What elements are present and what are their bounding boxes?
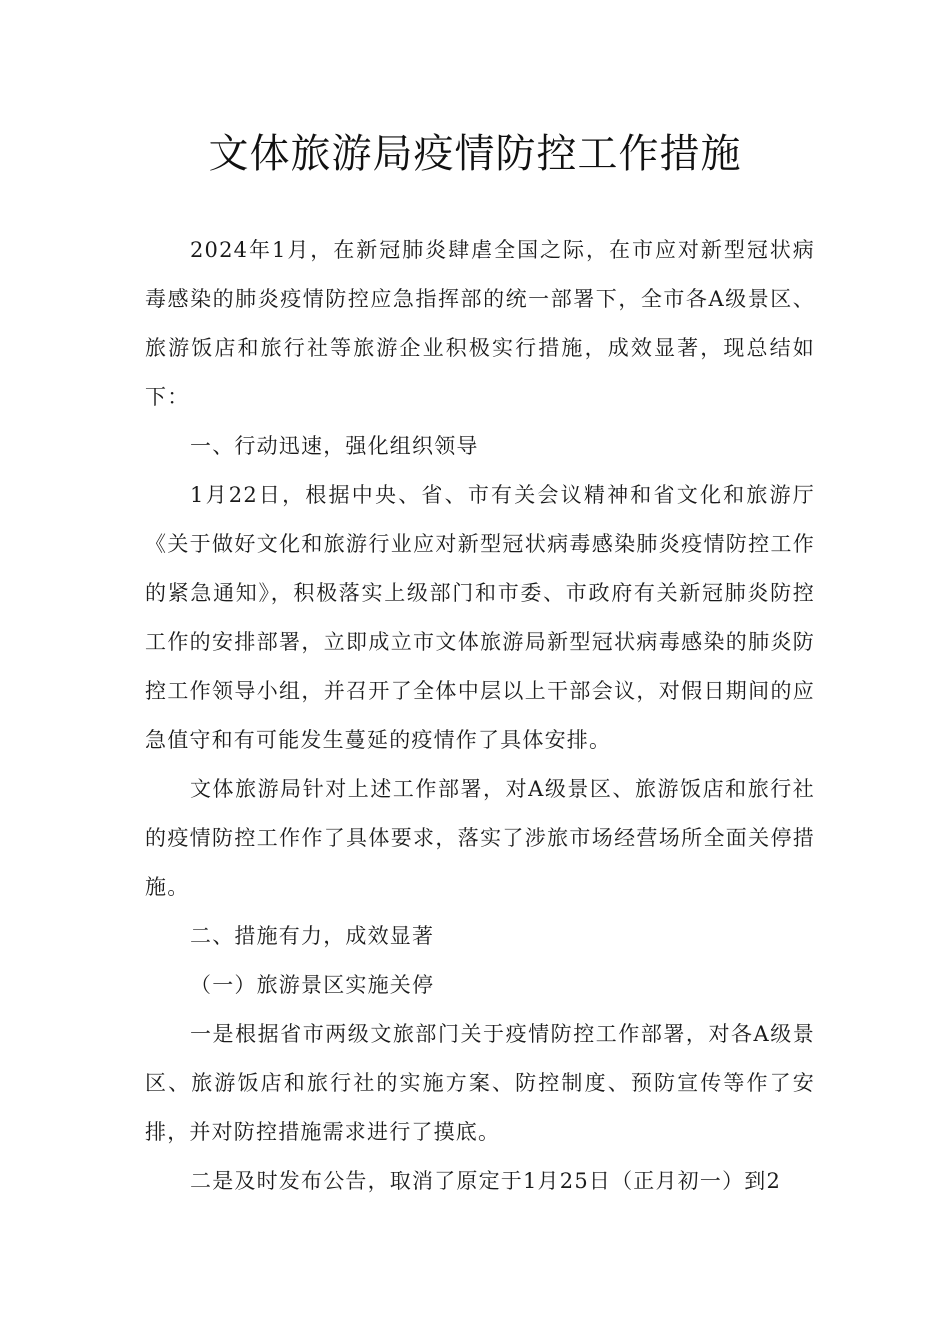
document-body bbox=[145, 226, 815, 1206]
section-heading-2: 二、措施有力，成效显著 bbox=[190, 924, 435, 948]
paragraph-item-2: 二是及时发布公告，取消了原定于1月25日（正月初一）到2 bbox=[190, 1169, 782, 1193]
paragraph-intro: 2024年1月，在新冠肺炎肆虐全国之际，在市应对新型冠状病毒感染的肺炎疫情防控应急指挥部的统一部署下，全市各A级景区、旅游饭店和旅行社等旅游企业积极实行措施，成效显著，现总结如下： bbox=[145, 238, 815, 409]
document-title: 文体旅游局疫情防控工作措施 bbox=[208, 131, 742, 177]
subsection-heading-1: （一）旅游景区实施关停 bbox=[190, 973, 435, 997]
paragraph-item-1: 一是根据省市两级文旅部门关于疫情防控工作部署，对各A级景区、旅游饭店和旅行社的实施方案、防控制度、预防宣传等作了安排，并对防控措施需求进行了摸底。 bbox=[145, 1022, 815, 1144]
section-heading-1: 一、行动迅速，强化组织领导 bbox=[190, 434, 479, 458]
paragraph-requirements: 文体旅游局针对上述工作部署，对A级景区、旅游饭店和旅行社的疫情防控工作作了具体要求，落实了涉旅市场经营场所全面关停措施。 bbox=[145, 777, 815, 899]
paragraph-jan22: 1月22日，根据中央、省、市有关会议精神和省文化和旅游厅《关于做好文化和旅游行业应对新型冠状病毒感染肺炎疫情防控工作的紧急通知》，积极落实上级部门和市委、市政府有关新冠肺炎防控工作的安排部署，立即成立市文体旅游局新型冠状病毒感染的肺炎防控工作领导小组，并召开了全体中层以上干部会议，对假日期间的应急值守和有可能发生蔓延的疫情作了具体安排。 bbox=[145, 483, 815, 752]
